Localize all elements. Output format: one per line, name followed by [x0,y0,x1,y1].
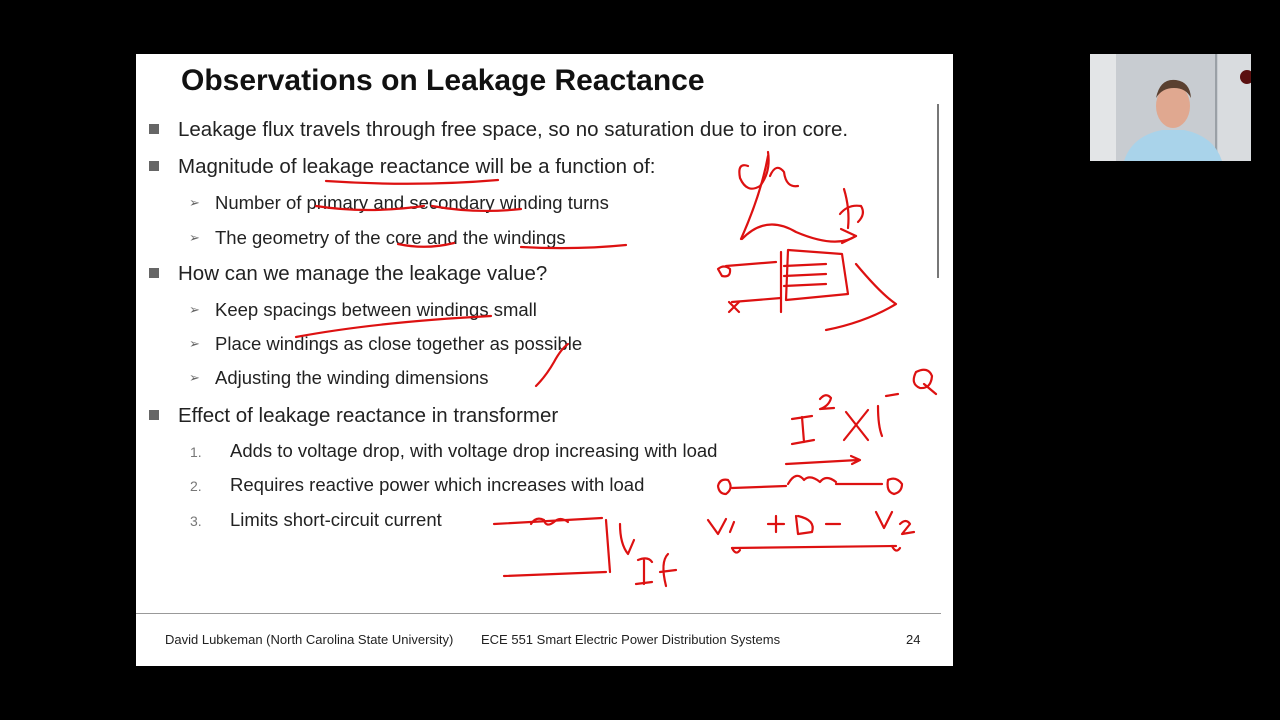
bullet-1 [149,118,848,142]
bullet-2-text: Magnitude of leakage reactance will be a function of: [178,155,656,178]
footer-course: ECE 551 Smart Electric Power Distribution Systems [481,632,781,647]
bullet-2-sub-1 [189,192,609,214]
square-bullet-icon [149,124,159,134]
square-bullet-icon [149,161,159,171]
sub-item-text: Adjusting the winding dimensions [215,367,489,388]
arrow-bullet-icon: ➢ [189,370,200,385]
item-number: 1. [190,444,202,460]
title-divider-vertical [937,104,939,278]
numbered-item-text: Limits short-circuit current [230,509,442,530]
bullet-3 [149,262,547,286]
numbered-item-1 [190,440,717,462]
footer-divider [136,613,941,614]
bullet-2 [149,155,656,179]
numbered-item-3 [190,509,442,531]
arrow-bullet-icon: ➢ [189,336,200,351]
presenter-webcam [1090,54,1251,161]
item-number: 3. [190,513,202,529]
bullet-4 [149,404,558,428]
numbered-item-2 [190,474,644,496]
sub-item-text: The geometry of the core and the windings [215,227,566,248]
bullet-3-sub-3 [189,367,489,389]
sub-item-text: Keep spacings between windings small [215,299,537,320]
numbered-item-text: Requires reactive power which increases with load [230,474,645,495]
arrow-bullet-icon: ➢ [189,195,200,210]
footer-page-number: 24 [906,632,921,647]
arrow-bullet-icon: ➢ [189,302,200,317]
square-bullet-icon [149,268,159,278]
slide-title: Observations on Leakage Reactance [181,64,705,97]
arrow-bullet-icon: ➢ [189,230,200,245]
bullet-3-sub-2 [189,333,582,355]
numbered-item-text: Adds to voltage drop, with voltage drop increasing with load [230,440,718,461]
bullet-1-text: Leakage flux travels through free space, so no saturation due to iron core. [178,118,849,141]
presenter-video-icon [1090,54,1251,161]
presentation-slide [136,54,953,666]
sub-item-text: Place windings as close together as possible [215,333,583,354]
bullet-4-text: Effect of leakage reactance in transformer [178,404,559,427]
sub-item-text: Number of primary and secondary winding turns [215,192,609,213]
bullet-3-sub-1 [189,299,537,321]
bullet-2-sub-2 [189,227,566,249]
footer-author: David Lubkeman (North Carolina State University) [165,632,454,647]
handwritten-annotations [136,54,953,666]
item-number: 2. [190,478,202,494]
square-bullet-icon [149,410,159,420]
bullet-3-text: How can we manage the leakage value? [178,262,548,285]
